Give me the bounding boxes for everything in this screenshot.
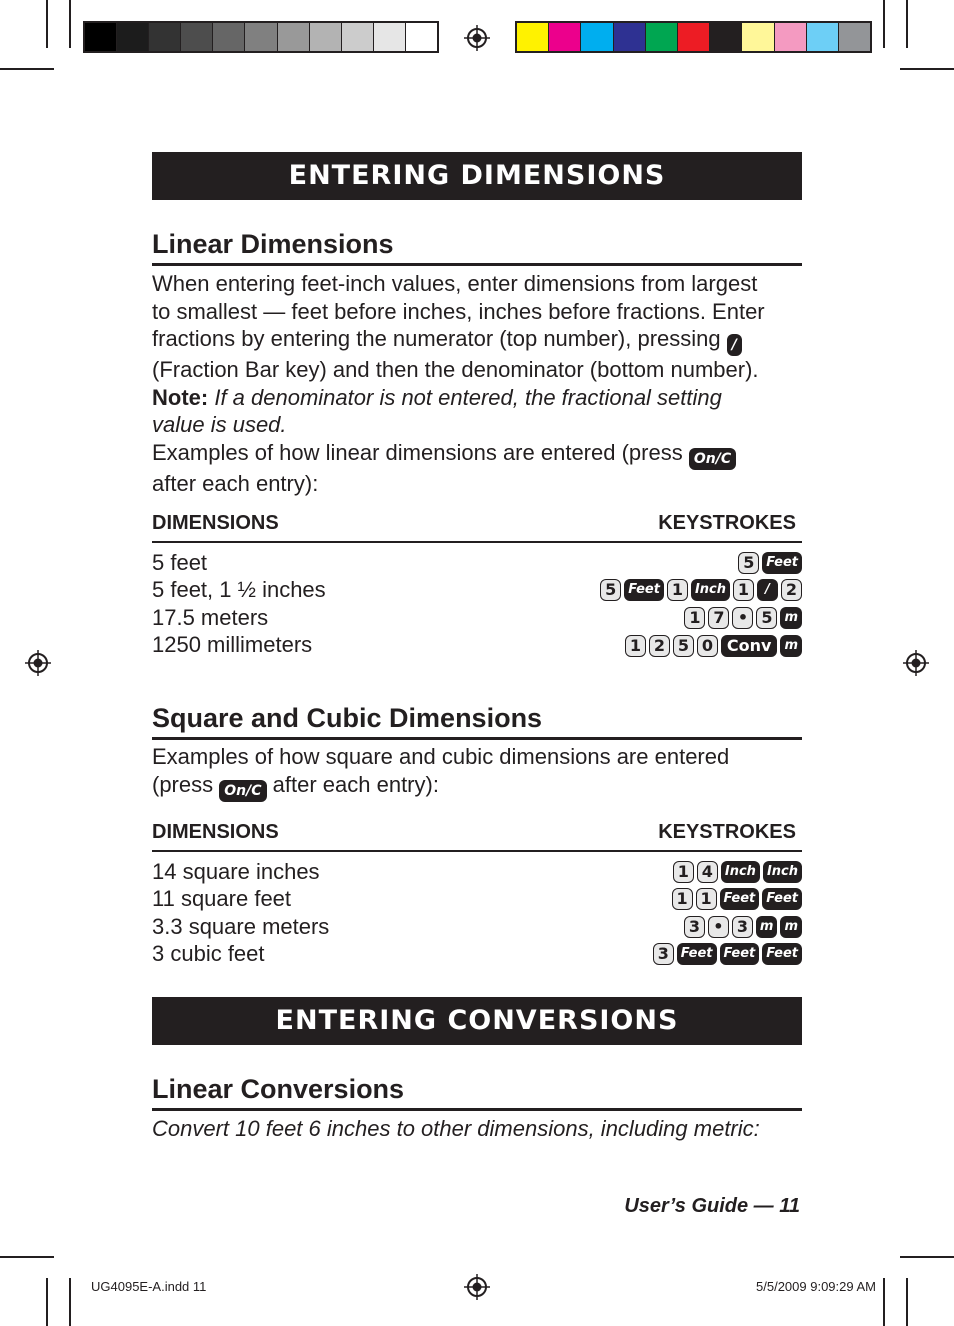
crop-mark bbox=[906, 0, 908, 48]
key-0: 0 bbox=[697, 635, 718, 657]
text-span: fractions by entering the numerator (top number), pressing bbox=[152, 326, 721, 351]
conversions-intro: Convert 10 feet 6 inches to other dimensions, including metric: bbox=[152, 1116, 760, 1141]
linear-intro-paragraph bbox=[152, 270, 802, 497]
key-feet: Feet bbox=[762, 552, 802, 574]
key-5: 5 bbox=[756, 607, 777, 629]
color-swatch bbox=[549, 23, 581, 51]
square-intro-paragraph bbox=[152, 743, 802, 802]
crop-mark bbox=[46, 1278, 48, 1326]
key-5: 5 bbox=[673, 635, 694, 657]
crop-mark bbox=[900, 1256, 954, 1258]
crop-mark bbox=[69, 0, 71, 48]
color-swatch bbox=[742, 23, 774, 51]
key-1: 1 bbox=[733, 579, 754, 601]
table-rule bbox=[152, 541, 802, 543]
color-swatch bbox=[517, 23, 549, 51]
section-banner-conversions: ENTERING CONVERSIONS bbox=[152, 997, 802, 1045]
color-swatch bbox=[149, 23, 181, 51]
key-inch: Inch bbox=[721, 861, 760, 883]
keystroke-sequence bbox=[672, 887, 802, 911]
color-swatch bbox=[710, 23, 742, 51]
key-5: 5 bbox=[600, 579, 621, 601]
keystroke-sequence bbox=[600, 578, 802, 602]
text-line: When entering feet-inch values, enter dimensions from largest bbox=[152, 271, 758, 296]
key-feet: Feet bbox=[677, 943, 717, 965]
text-line: after each entry): bbox=[152, 470, 319, 496]
color-swatch bbox=[213, 23, 245, 51]
heading-linear-conversions: Linear Conversions bbox=[152, 1074, 405, 1104]
color-swatch bbox=[374, 23, 406, 51]
table-row-label: 3 cubic feet bbox=[152, 941, 265, 966]
color-swatch bbox=[614, 23, 646, 51]
heading-rule bbox=[152, 1108, 802, 1111]
note-label: Note: bbox=[152, 384, 209, 410]
heading-linear-dimensions: Linear Dimensions bbox=[152, 229, 394, 259]
crop-mark bbox=[69, 1278, 71, 1326]
key-inch: Inch bbox=[763, 861, 802, 883]
key-decimal: • bbox=[708, 916, 729, 938]
key-m: m bbox=[756, 916, 778, 938]
key-m: m bbox=[780, 635, 802, 657]
keystroke-sequence bbox=[625, 634, 802, 658]
key-5: 5 bbox=[738, 552, 759, 574]
key-feet: Feet bbox=[762, 888, 802, 910]
section-banner-dimensions: ENTERING DIMENSIONS bbox=[152, 152, 802, 200]
note-line bbox=[152, 411, 802, 439]
on-c-key: On/C bbox=[219, 780, 266, 802]
key-fraction-bar: / bbox=[757, 579, 778, 601]
key-decimal: • bbox=[732, 607, 753, 629]
key-feet: Feet bbox=[624, 579, 664, 601]
key-inch: Inch bbox=[691, 579, 730, 601]
key-3: 3 bbox=[684, 916, 705, 938]
table-row-label: 14 square inches bbox=[152, 859, 320, 884]
process-color-bar bbox=[515, 21, 872, 53]
color-swatch bbox=[678, 23, 710, 51]
color-swatch bbox=[406, 23, 437, 51]
key-1: 1 bbox=[672, 888, 693, 910]
heading-square-cubic: Square and Cubic Dimensions bbox=[152, 703, 543, 733]
text-line bbox=[152, 325, 802, 356]
registration-mark-icon bbox=[464, 25, 490, 51]
keystroke-sequence bbox=[738, 551, 802, 575]
keystroke-sequence bbox=[673, 860, 802, 884]
color-swatch bbox=[310, 23, 342, 51]
note-line bbox=[152, 384, 802, 412]
table-row-label: 11 square feet bbox=[152, 886, 292, 911]
key-1: 1 bbox=[625, 635, 646, 657]
registration-mark-icon bbox=[25, 650, 51, 676]
color-swatch bbox=[807, 23, 839, 51]
grayscale-color-bar bbox=[83, 21, 439, 53]
column-header-dimensions: DIMENSIONS bbox=[152, 512, 279, 534]
key-3: 3 bbox=[732, 916, 753, 938]
column-header-keystrokes: KEYSTROKES bbox=[658, 821, 796, 843]
crop-mark bbox=[0, 68, 54, 70]
key-3: 3 bbox=[653, 943, 674, 965]
key-2: 2 bbox=[649, 635, 670, 657]
column-header-dimensions: DIMENSIONS bbox=[152, 821, 279, 843]
color-swatch bbox=[117, 23, 149, 51]
text-line: (Fraction Bar key) and then the denominator (bottom number). bbox=[152, 357, 759, 382]
color-swatch bbox=[839, 23, 870, 51]
crop-mark bbox=[900, 68, 954, 70]
crop-mark bbox=[883, 0, 885, 48]
table-row-label: 1250 millimeters bbox=[152, 632, 313, 657]
table-row-label: 3.3 square meters bbox=[152, 914, 330, 939]
table-row-label: 17.5 meters bbox=[152, 605, 269, 630]
key-m: m bbox=[780, 607, 802, 629]
table-rule bbox=[152, 850, 802, 852]
color-swatch bbox=[85, 23, 117, 51]
key-2: 2 bbox=[781, 579, 802, 601]
fraction-bar-key: / bbox=[727, 334, 742, 356]
text-span: after each entry): bbox=[272, 771, 439, 797]
crop-mark bbox=[46, 0, 48, 48]
color-swatch bbox=[342, 23, 374, 51]
key-feet: Feet bbox=[720, 943, 760, 965]
key-1: 1 bbox=[684, 607, 705, 629]
crop-mark bbox=[883, 1278, 885, 1326]
note-text: value is used. bbox=[152, 412, 287, 437]
slug-timestamp: 5/5/2009 9:09:29 AM bbox=[756, 1279, 876, 1294]
key-m: m bbox=[780, 916, 802, 938]
heading-rule bbox=[152, 737, 802, 740]
page-footer-guide: User’s Guide — 11 bbox=[624, 1195, 800, 1217]
text-line bbox=[152, 439, 802, 470]
color-swatch bbox=[181, 23, 213, 51]
on-c-key: On/C bbox=[689, 448, 736, 470]
keystroke-sequence bbox=[653, 942, 802, 966]
crop-mark bbox=[906, 1278, 908, 1326]
key-feet: Feet bbox=[762, 943, 802, 965]
slug-filename: UG4095E-A.indd 11 bbox=[91, 1279, 207, 1294]
table-row-label: 5 feet, 1 ½ inches bbox=[152, 577, 326, 602]
note-text: If a denominator is not entered, the fractional setting bbox=[214, 384, 722, 410]
keystroke-sequence bbox=[684, 606, 802, 630]
registration-mark-icon bbox=[464, 1274, 490, 1300]
key-4: 4 bbox=[697, 861, 718, 883]
key-1: 1 bbox=[696, 888, 717, 910]
key-1: 1 bbox=[673, 861, 694, 883]
text-span: (press bbox=[152, 771, 214, 797]
text-span: Examples of how linear dimensions are entered (press bbox=[152, 439, 683, 465]
key-conv: Conv bbox=[721, 635, 778, 657]
key-7: 7 bbox=[708, 607, 729, 629]
color-swatch bbox=[581, 23, 613, 51]
key-1: 1 bbox=[667, 579, 688, 601]
column-header-keystrokes: KEYSTROKES bbox=[658, 512, 796, 534]
heading-rule bbox=[152, 263, 802, 266]
color-swatch bbox=[646, 23, 678, 51]
text-line: Examples of how square and cubic dimensions are entered bbox=[152, 744, 730, 769]
color-swatch bbox=[775, 23, 807, 51]
color-swatch bbox=[245, 23, 277, 51]
crop-mark bbox=[0, 1256, 54, 1258]
color-swatch bbox=[278, 23, 310, 51]
text-line bbox=[152, 771, 802, 802]
key-feet: Feet bbox=[720, 888, 760, 910]
text-line: to smallest — feet before inches, inches before fractions. Enter bbox=[152, 298, 765, 324]
registration-mark-icon bbox=[903, 650, 929, 676]
table-row-label: 5 feet bbox=[152, 550, 208, 575]
keystroke-sequence bbox=[684, 915, 802, 939]
